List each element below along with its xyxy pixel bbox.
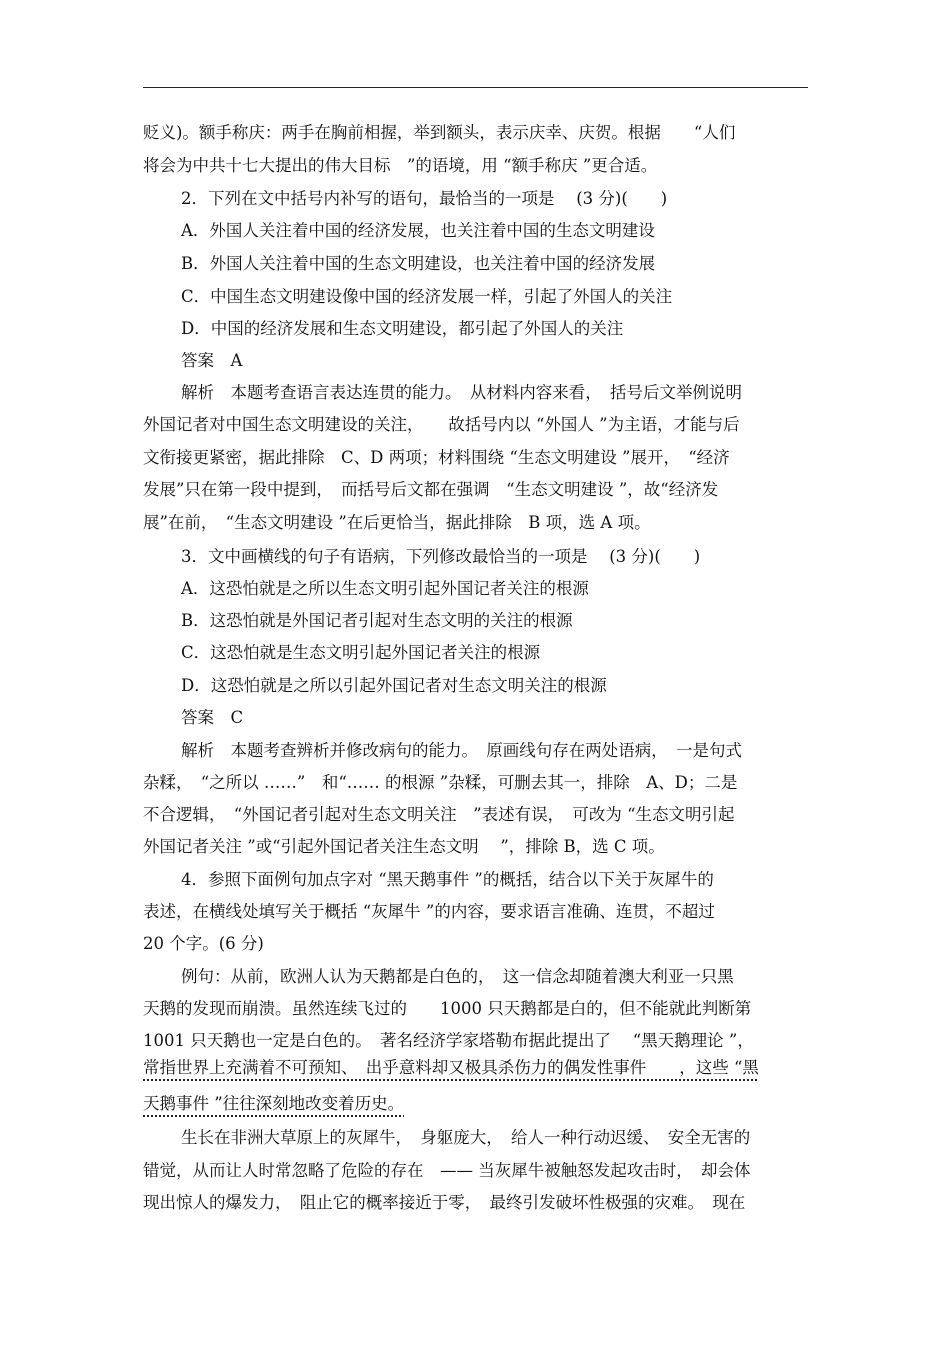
option-d: D．中国的经济发展和生态文明建设，都引起了外国人的关注 [181, 319, 624, 338]
text-line: 不合逻辑， “外国记者引起对生态文明关注 ”表述有误， 可改为 “生态文明引起 [143, 805, 735, 824]
text-line: 外国记者关注 ”或“引起外国记者关注生态文明 ”，排除 B，选 C 项。 [143, 837, 665, 856]
question-4: 4．参照下面例句加点字对 “黑天鹅事件 ”的概括，结合以下关于灰犀牛的 [181, 870, 714, 889]
answer: 答案 C [181, 708, 244, 727]
text-line: 贬义)。额手称庆：两手在胸前相握，举到额头，表示庆幸、庆贺。根据 “人们 [143, 123, 736, 142]
text-line: 文衔接更紧密，据此排除 C、D 两项；材料围绕 “生态文明建设 ”展开， “经济 [143, 448, 730, 467]
text-line: 展”在前， “生态文明建设 ”在后更恰当，据此排除 B 项，选 A 项。 [143, 513, 651, 532]
question-3: 3．文中画横线的句子有语病，下列修改最恰当的一项是 (3 分)( ) [181, 547, 701, 566]
text-line: 发展”只在第一段中提到， 而括号后文都在强调 “生态文明建设 ”，故“经济发 [143, 480, 719, 499]
option-b: B．外国人关注着中国的生态文明建设，也关注着中国的经济发展 [181, 254, 656, 273]
text-line: 表述，在横线处填写关于概括 “灰犀牛 ”的内容，要求语言准确、连贯，不超过 [143, 902, 715, 921]
text-line: 20 个字。(6 分) [143, 934, 264, 953]
option-a: A．这恐怕就是之所以生态文明引起外国记者关注的根源 [181, 579, 589, 598]
answer: 答案 A [181, 351, 243, 370]
question-2: 2．下列在文中括号内补写的语句，最恰当的一项是 (3 分)( ) [181, 189, 668, 208]
text-line: 将会为中共十七大提出的伟大目标 ”的语境，用 “额手称庆 ”更合适。 [143, 156, 658, 175]
passage: 生长在非洲大草原上的灰犀牛， 身躯庞大， 给人一种行动迟缓、 安全无害的 [181, 1128, 751, 1147]
dotted-emphasis-line: 常指世界上充满着不可预知、 出乎意料却又极具杀伤力的偶发性事件 ，这些 “黑 [143, 1058, 759, 1077]
dotted-emphasis-line: 天鹅事件 ”往往深刻地改变着历史。 [143, 1094, 405, 1113]
option-c: C．这恐怕就是生态文明引起外国记者关注的根源 [181, 643, 541, 662]
header-rule [143, 87, 808, 88]
analysis: 解析 本题考查辨析并修改病句的能力。 原画线句存在两处语病， 一是句式 [181, 741, 742, 760]
example: 例句：从前，欧洲人认为天鹅都是白色的， 这一信念却随着澳大利亚一只黑 [181, 967, 734, 986]
option-b: B．这恐怕就是外国记者引起对生态文明的关注的根源 [181, 611, 573, 630]
option-d: D．这恐怕就是之所以引起外国记者对生态文明关注的根源 [181, 676, 607, 695]
option-a: A．外国人关注着中国的经济发展，也关注着中国的生态文明建设 [181, 221, 655, 240]
text-line: 1001 只天鹅也一定是白色的。 著名经济学家塔勒布据此提出了 “黑天鹅理论 ”， [143, 1031, 754, 1050]
text-line: 现出惊人的爆发力， 阻止它的概率接近于零， 最终引发破坏性极强的灾难。 现在 [143, 1193, 746, 1212]
analysis: 解析 本题考查语言表达连贯的能力。 从材料内容来看， 括号后文举例说明 [181, 383, 742, 402]
text-line: 错觉，从而让人时常忽略了危险的存在 —— 当灰犀牛被触怒发起攻击时， 却会体 [143, 1161, 751, 1180]
option-c: C．中国生态文明建设像中国的经济发展一样，引起了外国人的关注 [181, 287, 673, 306]
text-line: 天鹅的发现而崩溃。虽然连续飞过的 1000 只天鹅都是白的，但不能就此判断第 [143, 999, 752, 1018]
text-line: 外国记者对中国生态文明建设的关注， 故括号内以 “外国人 ”为主语，才能与后 [143, 415, 740, 434]
text-line: 杂糅， “之所以 ……” 和“…… 的根源 ”杂糅，可删去其一，排除 A、D；二是 [143, 773, 738, 792]
